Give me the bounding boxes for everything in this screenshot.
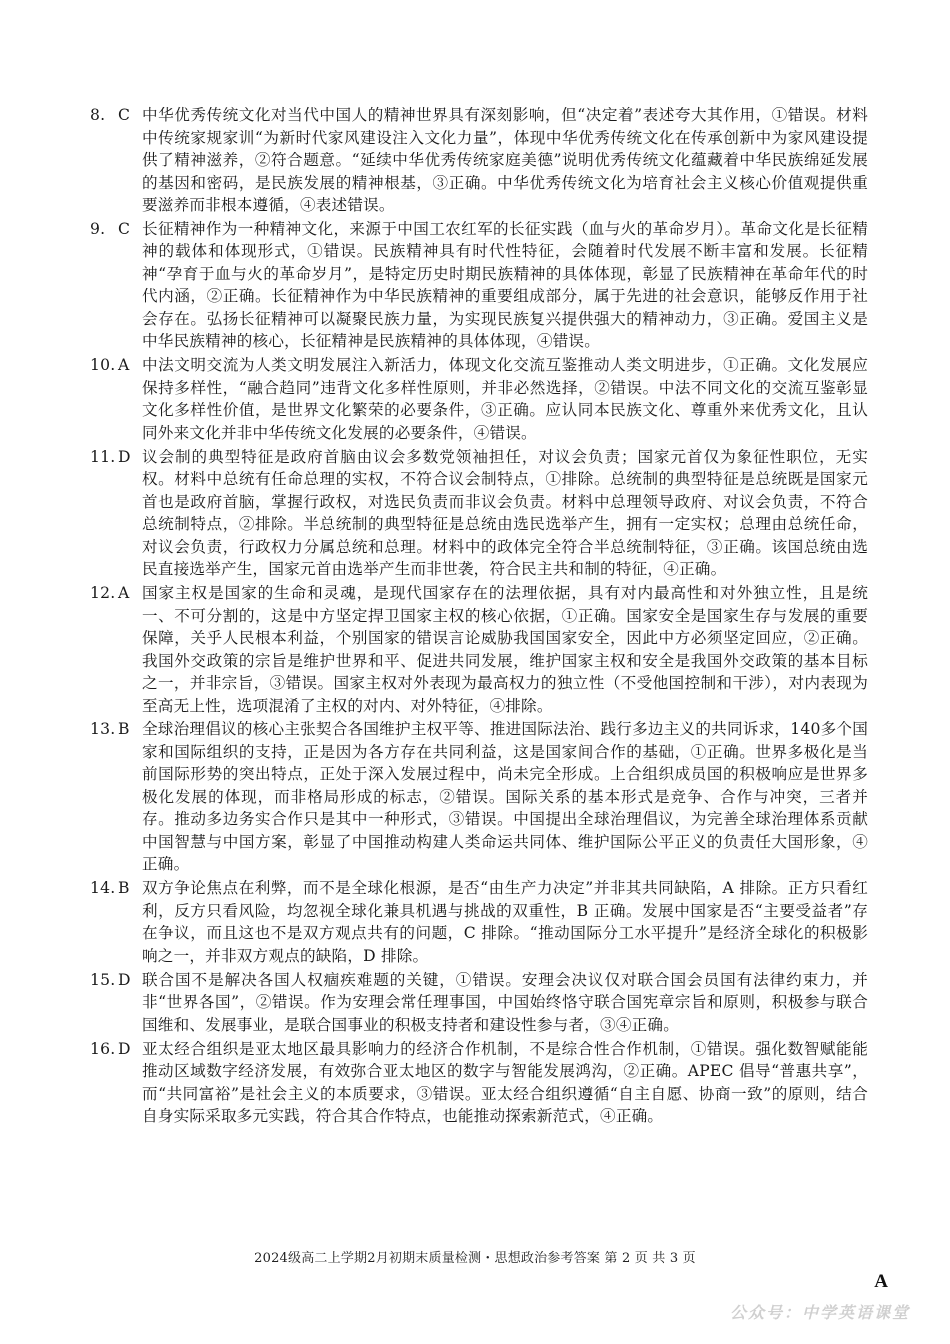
answer-item — [90, 718, 868, 876]
question-number: 14. — [90, 879, 116, 898]
question-number: 8. — [90, 106, 106, 124]
answer-item — [90, 218, 868, 353]
answer-explanation: 长征精神作为一种精神文化，来源于中国工农红军的长征实践（血与火的革命岁月）。革命文化是长征精神的载体和体现形式，①错误。民族精神具有时代性特征，会随着时代发展不断丰富和发展。长征精神“孕育于血与火的革命岁月”，是特定历史时期民族精神的具体体现，彰显了民族精神在革命年代的时代内涵，②正确。长征精神作为中华民族精神的重要组成部分，属于先进的社会意识，能够反作用于社会存在。弘扬长征精神可以凝聚民族力量，为实现民族复兴提供强大的精神动力，③正确。爱国主义是中华民族精神的核心，长征精神是民族精神的具体体现，④错误。 — [142, 219, 868, 351]
answer-item — [90, 877, 868, 967]
watermark: 公众号：中学英语课堂 — [729, 1303, 910, 1322]
answer-option: A — [118, 584, 130, 603]
answer-explanation: 中法文明交流为人类文明发展注入新活力，体现文化交流互鉴推动人类文明进步，①正确。文化发展应保持多样性，“融合趋同”违背文化多样性原则，并非必然选择，②错误。中法不同文化的交流互鉴彰显文化多样性价值，是世界文化繁荣的必要条件，③正确。应认同本民族文化、尊重外来优秀文化，且认同外来文化并非中华传统文化发展的必要条件，④错误。 — [142, 356, 868, 442]
answer-option: D — [118, 447, 131, 466]
answer-item — [90, 354, 868, 444]
answer-option: B — [118, 720, 130, 739]
answer-option: D — [118, 1039, 131, 1058]
question-number: 13. — [90, 720, 116, 739]
question-number: 12. — [90, 584, 116, 603]
question-number: 11. — [90, 447, 116, 466]
answer-list — [90, 104, 868, 1129]
paper-version-letter: A — [874, 1271, 888, 1292]
question-number: 16. — [90, 1039, 116, 1058]
question-number: 9. — [90, 219, 106, 238]
answer-explanation: 全球治理倡议的核心主张契合各国维护主权平等、推进国际法治、践行多边主义的共同诉求，140多个国家和国际组织的支持，正是因为各方存在共同利益，这是国家间合作的基础，①正确。世界多极化是当前国际形势的突出特点，正处于深入发展过程中，尚未完全形成。上合组织成员国的积极响应是世界多极化发展的体现，而非格局形成的标志，②错误。国际关系的基本形式是竞争、合作与冲突，三者并存。推动多边务实合作只是其中一种形式，③错误。中国提出全球治理倡议，为完善全球治理体系贡献中国智慧与中国方案，彰显了中国推动构建人类命运共同体、维护国际公平正义的负责任大国形象，④正确。 — [142, 720, 868, 874]
answer-option: D — [118, 970, 131, 989]
question-number: 10. — [90, 356, 116, 375]
answer-item — [90, 1038, 868, 1128]
answer-explanation: 议会制的典型特征是政府首脑由议会多数党领袖担任，对议会负责；国家元首仅为象征性职位，无实权。材料中总统有任命总理的实权，不符合议会制特点，①排除。总统制的典型特征是总统既是国家元首也是政府首脑，掌握行政权，对选民负责而非议会负责。材料中总理领导政府、对议会负责，不符合总统制特点，②排除。半总统制的典型特征是总统由选民选举产生，拥有一定实权；总理由总统任命，对议会负责，行政权力分属总统和总理。材料中的政体完全符合半总统制特征，③正确。该国总统由选民直接选举产生，国家元首由选举产生而非世袭，符合民主共和制的特征，④正确。 — [142, 447, 868, 579]
answer-explanation: 国家主权是国家的生命和灵魂，是现代国家存在的法理依据，具有对内最高性和对外独立性，且是统一、不可分割的，这是中方坚定捍卫国家主权的核心依据，①正确。国家安全是国家生存与发展的重要保障，关乎人民根本利益，个别国家的错误言论威胁我国国家安全，因此中方必须坚定回应，②正确。我国外交政策的宗旨是维护世界和平、促进共同发展，维护国家主权和安全是我国外交政策的基本目标之一，并非宗旨，③错误。国家主权对外表现为最高权力的独立性（不受他国控制和干涉），对内表现为至高无上性，选项混淆了主权的对内、对外特征，④排除。 — [142, 584, 868, 715]
answer-explanation: 中华优秀传统文化对当代中国人的精神世界具有深刻影响，但“决定着”表述夸大其作用，①错误。材料中传统家规家训“为新时代家风建设注入文化力量”，体现中华优秀传统文化在传承创新中为家风建设提供了精神滋养，②符合题意。“延续中华优秀传统家庭美德”说明优秀传统文化蕴藏着中华民族绵延发展的基因和密码，是民族发展的精神根基，③正确。中华优秀传统文化为培育社会主义核心价值观提供重要滋养而非根本遵循，④表述错误。 — [142, 106, 868, 214]
answer-explanation: 联合国不是解决各国人权痼疾难题的关键，①错误。安理会决议仅对联合国会员国有法律约束力，并非“世界各国”，②错误。作为安理会常任理事国，中国始终恪守联合国宪章宗旨和原则，积极参与联合国维和、发展事业，是联合国事业的积极支持者和建设性参与者，③④正确。 — [142, 970, 868, 1034]
answer-item — [90, 582, 868, 717]
answer-item — [90, 104, 868, 217]
answer-explanation: 双方争论焦点在利弊，而不是全球化根源，是否“由生产力决定”并非其共同缺陷，A 排除。正方只看红利，反方只看风险，均忽视全球化兼具机遇与挑战的双重性，B 正确。发展中国家是否“主要受益者”存在争议，而且这也不是双方观点共有的问题，C 排除。“推动国际分工水平提升”是经济全球化的积极影响之一，并非双方观点的缺陷，D 排除。 — [142, 879, 868, 965]
answer-option: C — [118, 106, 131, 124]
answer-option: C — [118, 219, 131, 238]
answer-option: B — [118, 879, 130, 898]
answer-item — [90, 446, 868, 581]
answer-item — [90, 969, 868, 1037]
answer-option: A — [118, 356, 130, 375]
question-number: 15. — [90, 970, 116, 989]
page-footer: 2024级高二上学期2月初期末质量检测・思想政治参考答案 第 2 页 共 3 页 — [254, 1251, 696, 1266]
answer-explanation: 亚太经合组织是亚太地区最具影响力的经济合作机制，不是综合性合作机制，①错误。强化数智赋能能推动区域数字经济发展，有效弥合亚太地区的数字与智能发展鸿沟，②正确。APEC 倡导“普惠共享”，而“共同富裕”是社会主义的本质要求，③错误。亚太经合组织遵循“自主自愿、协商一致”的原则，结合自身实际采取多元实践，符合其合作特点，也能推动探索新范式，④正确。 — [142, 1039, 868, 1126]
